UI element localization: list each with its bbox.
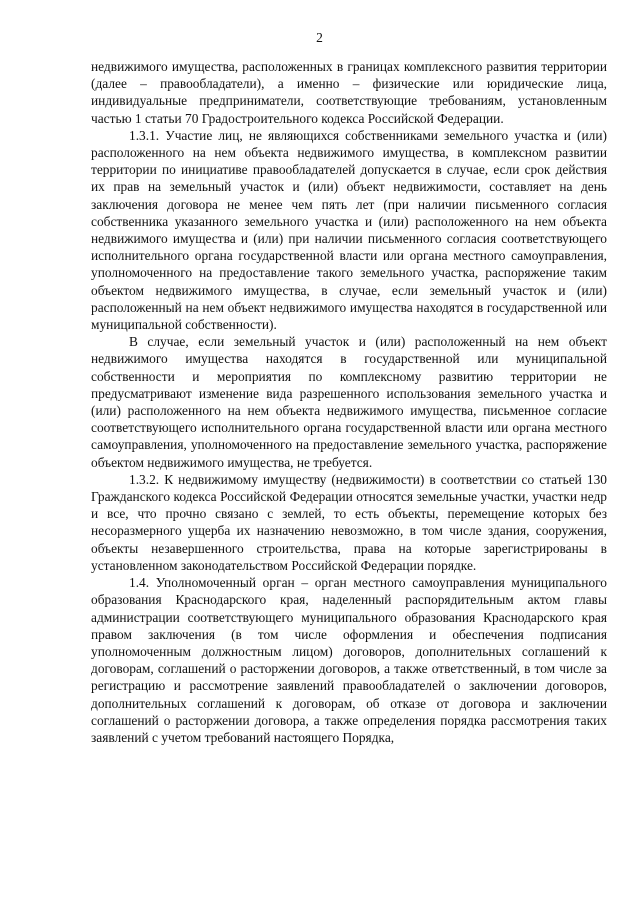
paragraph-continuation: недвижимого имущества, расположенных в границах комплексного развития территории (далее – правообладатели), а именно – физические или юридические лица, индивидуальные предприниматели, соответствующие требованиям, установленным частью 1 статьи 70 Градостроительного кодекса Российской Федерации. bbox=[91, 59, 607, 126]
document-body bbox=[91, 58, 607, 746]
paragraph-1-4: 1.4. Уполномоченный орган – орган местного самоуправления муниципального образования Краснодарского края, наделенный распорядительным актом главы администрации соответствующего муниципального образования Краснодарского края правом заключения (в том числе оформления и обеспечения подписания уполномоченным должностным лицом) договоров, дополнительных соглашений к договорам, соглашений о расторжении договоров, а также ответственный, в том числе за регистрацию и рассмотрение заявлений правообладателей о заключении договоров, дополнительных соглашений к договорам, об отказе от договора и заключении соглашений о расторжении договора, а также определения порядка рассмотрения таких заявлений с учетом требований настоящего Порядка, bbox=[91, 575, 607, 745]
paragraph-1-3-1: 1.3.1. Участие лиц, не являющихся собственниками земельного участка и (или) расположенного на нем объекта недвижимого имущества, в комплексном развитии территории по инициативе правообладателей допускается в случае, если срок действия их прав на земельный участок и (или) объект недвижимости, составляет на день заключения договора не менее чем пять лет (при наличии письменного согласия собственника указанного земельного участка и (или) расположенного на нем объекта недвижимого имущества и (или) при наличии письменного согласия соответствующего исполнительного органа государственной власти или органа местного самоуправления, уполномоченного на предоставление такого земельного участка, распоряжение таким объектом недвижимого имущества, в случае, если земельный участок и (или) расположенный на нем объект недвижимого имущества находятся в государственной или муниципальной собственности). bbox=[91, 127, 607, 333]
page-number: 2 bbox=[316, 30, 323, 45]
paragraph-1-3-2: 1.3.2. К недвижимому имуществу (недвижимости) в соответствии со статьей 130 Гражданского кодекса Российской Федерации относятся земельные участки, участки недр и все, что прочно связано с землей, то есть объекты, перемещение которых без несоразмерного ущерба их назначению невозможно, в том числе здания, сооружения, объекты незавершенного строительства, права на которые зарегистрированы в установленном законодательством Российской Федерации порядке. bbox=[91, 471, 607, 573]
paragraph-state-property: В случае, если земельный участок и (или) расположенный на нем объект недвижимого имущества находятся в государственной или муниципальной собственности и мероприятия по комплексному развитию территории не предусматривают изменение вида разрешенного использования земельного участка и (или) расположенного на нем объекта недвижимого имущества, письменное согласие соответствующего исполнительного органа государственной власти или органа местного самоуправления, уполномоченного на предоставление земельного участка, распоряжение объектом недвижимого имущества, не требуется. bbox=[91, 334, 607, 470]
